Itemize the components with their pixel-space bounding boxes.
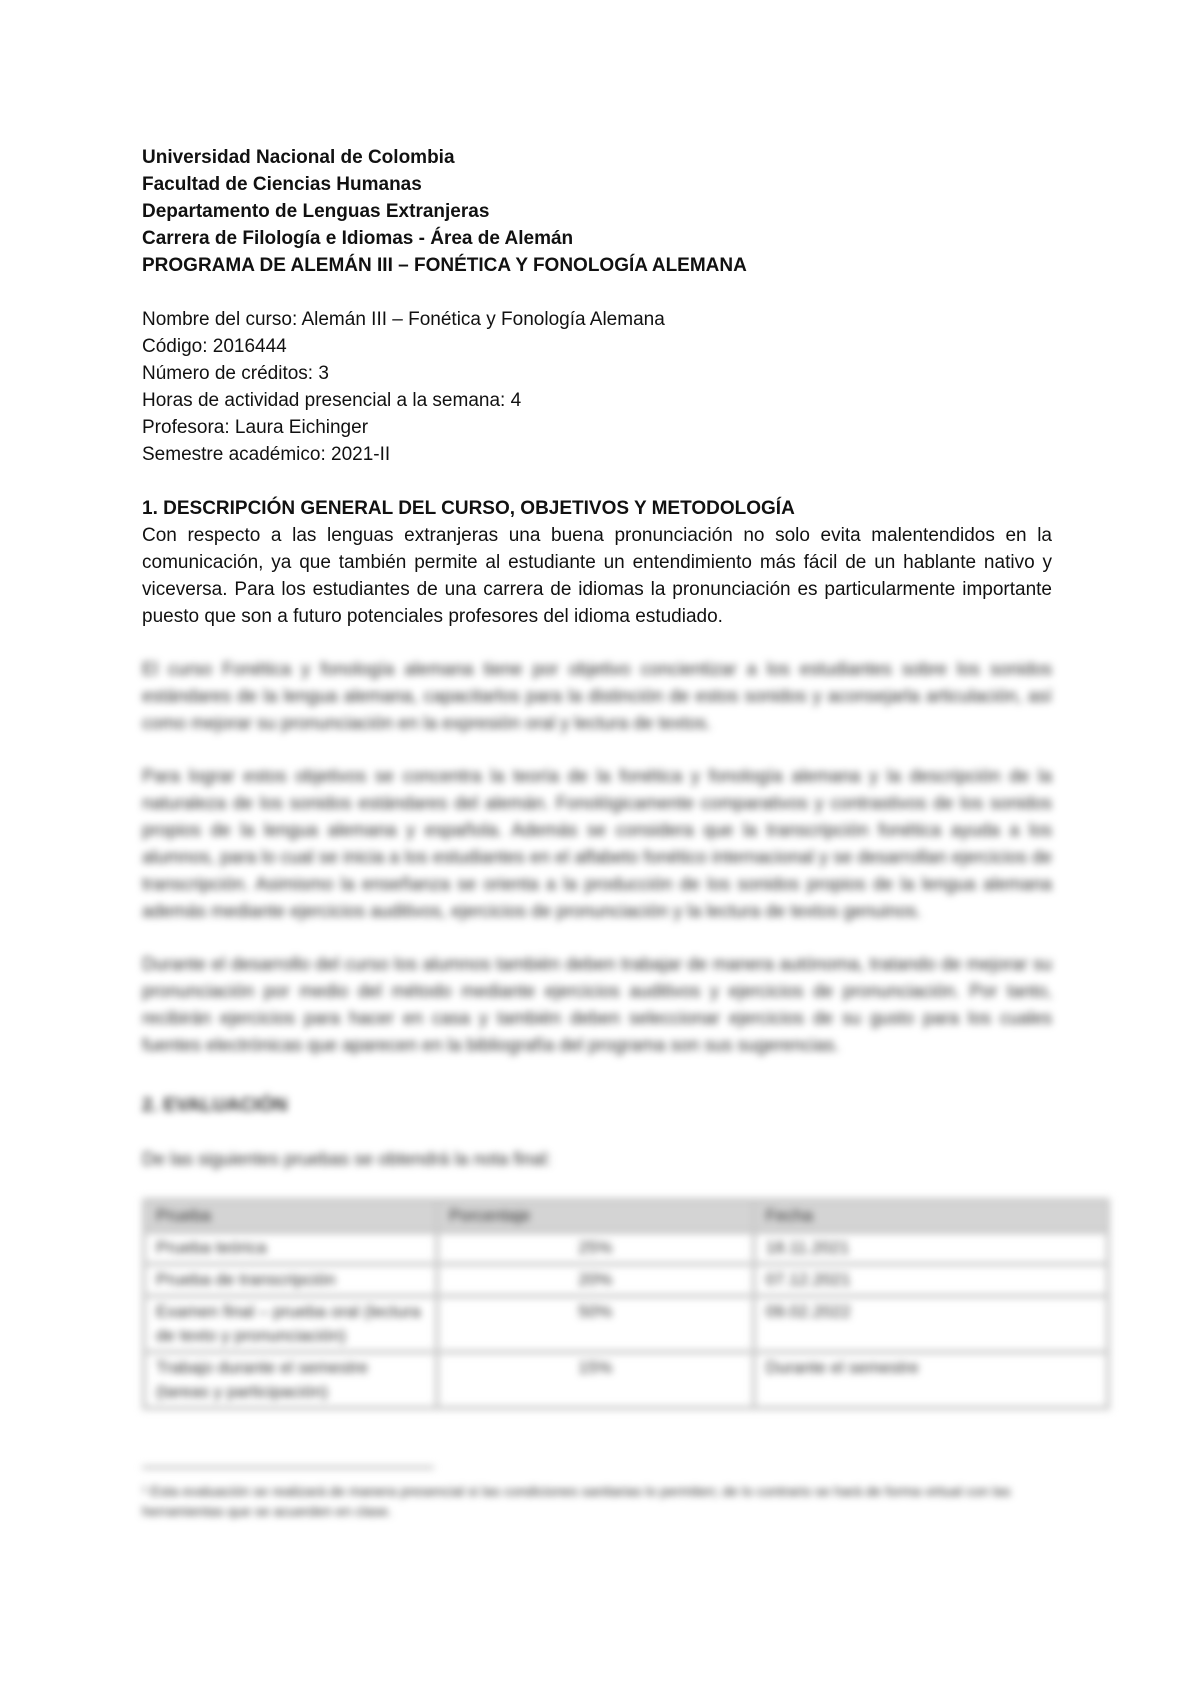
career-name: Carrera de Filología e Idiomas - Área de Alemán: [142, 228, 574, 249]
course-hours: Horas de actividad presencial a la semana: 4: [142, 390, 522, 411]
section-1-paragraph-2: El curso Fonética y fonología alemana tiene por objetivo concientizar a los estudiantes sobre los sonidos estándares de la lengua alemana, capacitarlos para la distinción de estos sonidos y aconsejarla articulación, así como mejorar su pronunciación en la expresión oral y lectura de textos.: [142, 659, 1052, 733]
table-cell: Prueba teórica: [144, 1232, 437, 1264]
university-name: Universidad Nacional de Colombia: [142, 147, 455, 168]
table-cell: Prueba de transcripción: [144, 1264, 437, 1296]
section-1-paragraph-3: Para lograr estos objetivos se concentra la teoría de la fonética y fonología alemana y la descripción de la naturaleza de los sonidos estándares del alemán. Fonológicamente comparativos y contrastivos de los sonidos propios de la lengua alemana y española. Además se considera que la transcripción fonética ayuda a los alumnos, para lo cual se inicia a los estudiantes en el alfabeto fonético internacional y se desarrollan ejercicios de transcripción. Asimismo la enseñanza se orienta a la producción de los sonidos propios de la lengua alemana además mediante ejercicios auditivos, ejercicios de pronunciación y la lectura de textos genuinos.: [142, 766, 1052, 921]
table-cell: Examen final – prueba oral (lectura de texto y pronunciación): [144, 1296, 437, 1352]
section-2-heading: 2. EVALUACIÓN: [142, 1095, 288, 1116]
section-1-paragraph-4: Durante el desarrollo del curso los alumnos también deben trabajar de manera autónoma, tratando de mejorar su pronunciación por medio del método mediante ejercicios auditivos y ejercicios de pronunciación. Por tanto, recibirán ejercicios para hacer en casa y también deben seleccionar ejercicios de su gusto para los cuales fuentes electrónicas que aparecen en la bibliografía del programa son sus sugerencias.: [142, 954, 1052, 1055]
course-semester: Semestre académico: 2021-II: [142, 444, 391, 465]
table-cell: 15%: [437, 1352, 754, 1408]
course-info: [142, 306, 1052, 468]
section-1-heading: 1. DESCRIPCIÓN GENERAL DEL CURSO, OBJETIVOS Y METODOLOGÍA: [142, 498, 795, 519]
table-header-row: [144, 1200, 1108, 1232]
course-name: Nombre del curso: Alemán III – Fonética y Fonología Alemana: [142, 309, 665, 330]
program-title: PROGRAMA DE ALEMÁN III – FONÉTICA Y FONOLOGÍA ALEMANA: [142, 255, 747, 276]
footnote: ¹ Esta evaluación se realizará de manera presencial si las condiciones sanitarias lo permiten; de lo contrario se hará de forma virtual con las herramientas que se acuerden en clase.: [142, 1483, 1011, 1519]
blurred-content: [142, 656, 1052, 1521]
document-page: [142, 144, 1052, 1521]
column-header: Porcentaje: [437, 1200, 754, 1232]
document-header: [142, 144, 1052, 279]
evaluation-table: [142, 1198, 1110, 1410]
table-cell: 20%: [437, 1264, 754, 1296]
column-header: Fecha: [754, 1200, 1108, 1232]
course-professor: Profesora: Laura Eichinger: [142, 417, 369, 438]
table-row: [144, 1264, 1108, 1296]
department-name: Departamento de Lenguas Extranjeras: [142, 201, 490, 222]
table-row: [144, 1296, 1108, 1352]
table-cell: 25%: [437, 1232, 754, 1264]
table-cell: 07.12.2021: [754, 1264, 1108, 1296]
course-credits: Número de créditos: 3: [142, 363, 329, 384]
table-cell: 50%: [437, 1296, 754, 1352]
table-row: [144, 1352, 1108, 1408]
section-2-intro: De las siguientes pruebas se obtendrá la nota final:: [142, 1149, 552, 1169]
section-1-paragraph-1: Con respecto a las lenguas extranjeras una buena pronunciación no solo evita malentendidos en la comunicación, ya que también permite al estudiante un entendimiento más fácil de un hablante nativo y viceversa. Para los estudiantes de una carrera de idiomas la pronunciación es particularmente importante puesto que son a futuro potenciales profesores del idioma estudiado.: [142, 525, 1052, 627]
table-cell: 18.11.2021: [754, 1232, 1108, 1264]
section-1: [142, 495, 1052, 630]
table-cell: Trabajo durante el semestre (tareas y participación): [144, 1352, 437, 1408]
table-row: [144, 1232, 1108, 1264]
table-cell: Durante el semestre: [754, 1352, 1108, 1408]
table-cell: 09.02.2022: [754, 1296, 1108, 1352]
footnote-separator: [142, 1466, 434, 1469]
column-header: Prueba: [144, 1200, 437, 1232]
course-code: Código: 2016444: [142, 336, 287, 357]
faculty-name: Facultad de Ciencias Humanas: [142, 174, 422, 195]
